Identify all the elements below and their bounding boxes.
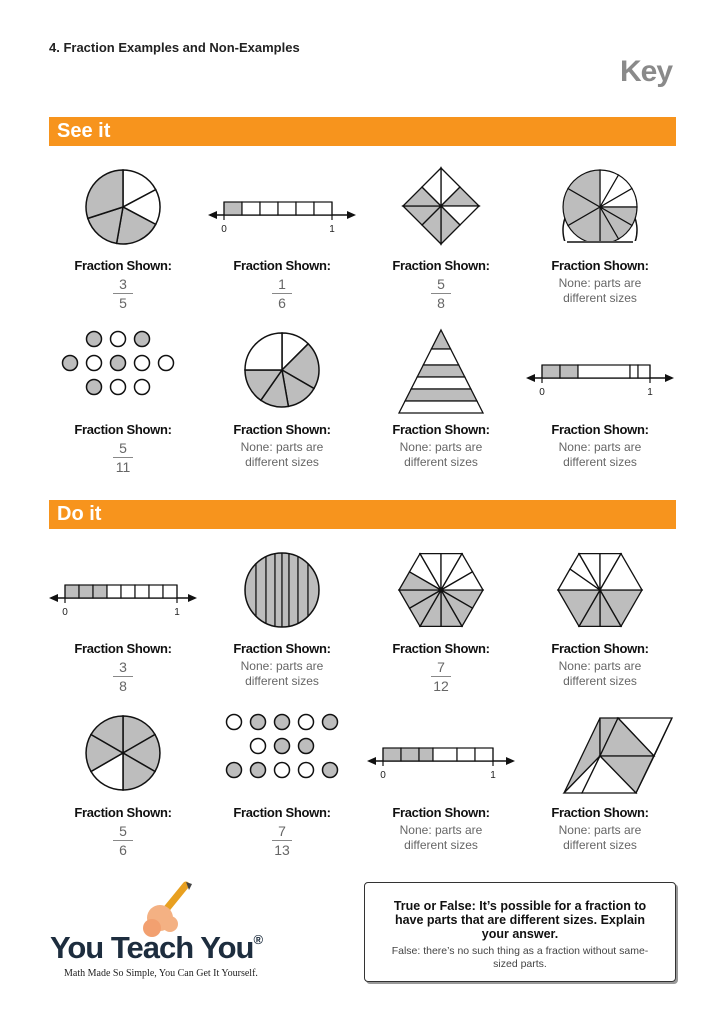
fraction-shown-label: Fraction Shown: [551,422,649,437]
denominator: 8 [437,295,445,311]
fraction-item [43,325,203,482]
fraction-bar [272,293,292,294]
fraction-figure-number-line-unequal [520,325,680,415]
numerator: 5 [437,276,445,292]
fraction-item [202,162,362,318]
you-teach-you-logo [50,880,310,990]
fraction-item [361,325,521,482]
fraction-caption [361,641,521,694]
numerator: 5 [119,823,127,839]
tick-label-0: 0 [221,224,227,235]
fraction-caption [202,641,362,689]
tick-label-1: 1 [329,224,335,235]
tick-label-0: 0 [539,387,545,398]
true-false-answer: False: there’s no such thing as a fraction without same-sized parts. [391,945,649,970]
fraction-shown-label: Fraction Shown: [233,805,331,820]
non-example-answer: None: parts are different sizes [558,659,642,688]
fraction-figure-triangle-stripes [361,325,521,415]
true-false-question: True or False: It’s possible for a fraction to have parts that are different sizes. Explain your answer. [393,899,647,941]
fraction-item [361,708,521,865]
fraction-caption [520,805,680,853]
fraction-item [43,162,203,318]
fraction-bar [431,293,451,294]
numerator: 7 [437,659,445,675]
see-it-banner [49,117,676,146]
fraction-figure-number-line-unequal-2 [361,708,521,798]
denominator: 12 [433,678,449,694]
fraction-shown-label: Fraction Shown: [392,805,490,820]
fraction-caption [202,805,362,858]
fraction-shown-label: Fraction Shown: [233,641,331,656]
numerator: 3 [119,659,127,675]
tick-label-1: 1 [490,770,496,781]
fraction-figure-circle-unequal [202,325,362,415]
tick-label-0: 0 [380,770,386,781]
fraction-item [202,545,362,701]
numerator: 1 [278,276,286,292]
non-example-answer: None: parts are different sizes [240,440,324,469]
fraction-item [361,545,521,701]
tick-label-0: 0 [62,607,68,618]
fraction-figure-number-line-eighths [43,545,203,635]
fraction-figure-circle-5-parts [43,162,203,252]
fraction-item [361,162,521,318]
fraction-caption [361,805,521,853]
fraction-caption [202,422,362,470]
fraction-bar [113,293,133,294]
fraction-item [520,708,680,865]
fraction-answer [113,659,133,694]
fraction-figure-circle-6-parts [43,708,203,798]
fraction-caption [520,422,680,470]
fraction-shown-label: Fraction Shown: [233,258,331,273]
fraction-bar [272,840,292,841]
fraction-shown-label: Fraction Shown: [551,258,649,273]
fraction-bar [113,840,133,841]
numerator: 5 [119,440,127,456]
fraction-caption [202,258,362,311]
fraction-shown-label: Fraction Shown: [233,422,331,437]
fraction-answer [272,823,292,858]
worksheet-title: 4. Fraction Examples and Non-Examples [49,40,300,55]
fraction-shown-label: Fraction Shown: [551,641,649,656]
fraction-shown-label: Fraction Shown: [392,422,490,437]
do-it-banner [49,500,676,529]
fraction-shown-label: Fraction Shown: [74,641,172,656]
fraction-shown-label: Fraction Shown: [74,805,172,820]
fraction-shown-label: Fraction Shown: [392,641,490,656]
fraction-caption [43,805,203,858]
fraction-caption [361,258,521,311]
fraction-item [202,325,362,482]
fraction-shown-label: Fraction Shown: [551,805,649,820]
answer-key-label: Key [620,55,673,88]
numerator: 3 [119,276,127,292]
fraction-figure-rhombus-unequal [520,708,680,798]
fraction-figure-dots-11 [43,325,203,415]
denominator: 6 [278,295,286,311]
non-example-answer: None: parts are different sizes [399,823,483,852]
denominator: 8 [119,678,127,694]
fraction-caption [43,641,203,694]
tick-label-1: 1 [174,607,180,618]
denominator: 5 [119,295,127,311]
fraction-figure-hexagon-unequal [520,545,680,635]
fraction-answer [113,823,133,858]
fraction-answer [113,276,133,311]
fraction-figure-circle-vertical-stripes [202,545,362,635]
see-it-heading: See it [57,120,111,142]
brand-name: You Teach You® [50,930,263,965]
non-example-answer: None: parts are different sizes [558,276,642,305]
fraction-item [43,545,203,701]
do-it-heading: Do it [57,503,102,525]
fraction-figure-semicircle-unequal [520,162,680,252]
fraction-item [520,545,680,701]
non-example-answer: None: parts are different sizes [558,823,642,852]
fraction-caption [520,258,680,306]
fraction-caption [43,258,203,311]
denominator: 13 [274,842,290,858]
denominator: 11 [115,459,131,475]
fraction-figure-hexagon-12-parts [361,545,521,635]
fraction-item [520,325,680,482]
fraction-answer [431,276,451,311]
fraction-item [520,162,680,318]
tick-label-1: 1 [647,387,653,398]
fraction-answer [113,440,133,475]
fraction-shown-label: Fraction Shown: [392,258,490,273]
fraction-bar [113,676,133,677]
fraction-caption [43,422,203,475]
numerator: 7 [278,823,286,839]
fraction-caption [520,641,680,689]
non-example-answer: None: parts are different sizes [558,440,642,469]
brand-tagline: Math Made So Simple, You Can Get It Yourself. [64,968,258,979]
fraction-figure-dots-13 [202,708,362,798]
fraction-shown-label: Fraction Shown: [74,422,172,437]
denominator: 6 [119,842,127,858]
non-example-answer: None: parts are different sizes [399,440,483,469]
true-false-box [364,882,676,982]
fraction-item [202,708,362,865]
fraction-bar [431,676,451,677]
fraction-figure-number-line-sixths [202,162,362,252]
fraction-figure-diamond-8-parts [361,162,521,252]
fraction-item [43,708,203,865]
fraction-answer [431,659,451,694]
fraction-answer [272,276,292,311]
fraction-shown-label: Fraction Shown: [74,258,172,273]
non-example-answer: None: parts are different sizes [240,659,324,688]
fraction-caption [361,422,521,470]
fraction-bar [113,457,133,458]
